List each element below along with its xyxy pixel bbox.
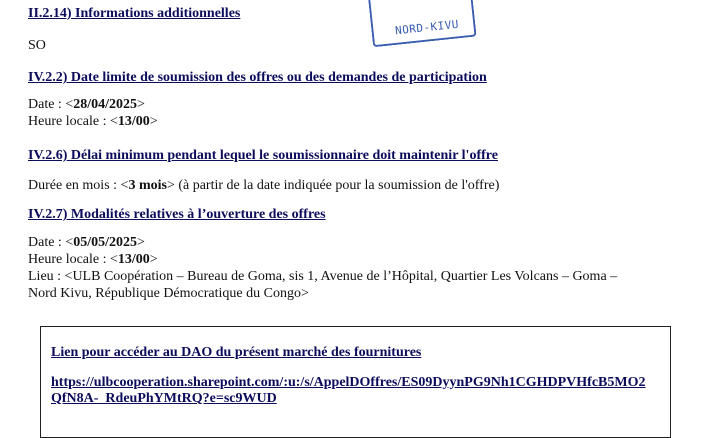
opening-date-value: 05/05/2025 [73, 235, 137, 250]
opening-time-close: > [149, 252, 158, 267]
submission-date-close: > [137, 97, 145, 112]
opening-time [28, 252, 158, 268]
section-4-2-6-heading: IV.2.6) Délai minimum pendant lequel le soumissionnaire doit maintenir l'offre [28, 148, 498, 163]
opening-date-close: > [137, 235, 145, 250]
offer-validity-value: 3 mois [128, 178, 167, 193]
dao-link[interactable]: https://ulbcooperation.sharepoint.com/:u:/s/AppelDOffres/ES09DyynPG9Nh1CGHDPVHfcB5MO2QfN8A-_RdeuPhYMtRQ?e=sc9WUD [51, 375, 646, 406]
section-4-2-7-heading: IV.2.7) Modalités relatives à l’ouverture des offres [28, 207, 326, 222]
submission-date-value: 28/04/2025 [73, 97, 137, 112]
offer-validity [28, 178, 499, 194]
opening-place-line1: Lieu : <ULB Coopération – Bureau de Goma, sis 1, Avenue de l’Hôpital, Quartier Les Volcans – Goma – [28, 269, 618, 284]
opening-date-label: Date : < [28, 235, 74, 250]
submission-time-label: Heure locale : < [28, 114, 118, 129]
stamp-text: NORD-KIVU [394, 17, 460, 38]
section-2-14-heading: II.2.14) Informations additionnelles [28, 6, 241, 21]
opening-time-label: Heure locale : < [28, 252, 118, 267]
opening-date [28, 235, 145, 251]
submission-time-value: 13/00 [117, 114, 150, 129]
opening-place-line2: Nord Kivu, République Démocratique du Congo> [28, 286, 309, 301]
opening-time-value: 13/00 [117, 252, 150, 267]
offer-validity-suffix: > (à partir de la date indiquée pour la soumission de l'offre) [166, 178, 500, 193]
offer-validity-label: Durée en mois : < [28, 178, 129, 193]
link-box-title: Lien pour accéder au DAO du présent marché des fournitures [51, 345, 422, 360]
submission-time [28, 114, 158, 130]
submission-date-label: Date : < [28, 97, 74, 112]
submission-time-close: > [149, 114, 158, 129]
section-2-14-value: SO [28, 38, 46, 53]
section-4-2-2-heading: IV.2.2) Date limite de soumission des offres ou des demandes de participation [28, 70, 487, 85]
submission-date [28, 97, 145, 113]
